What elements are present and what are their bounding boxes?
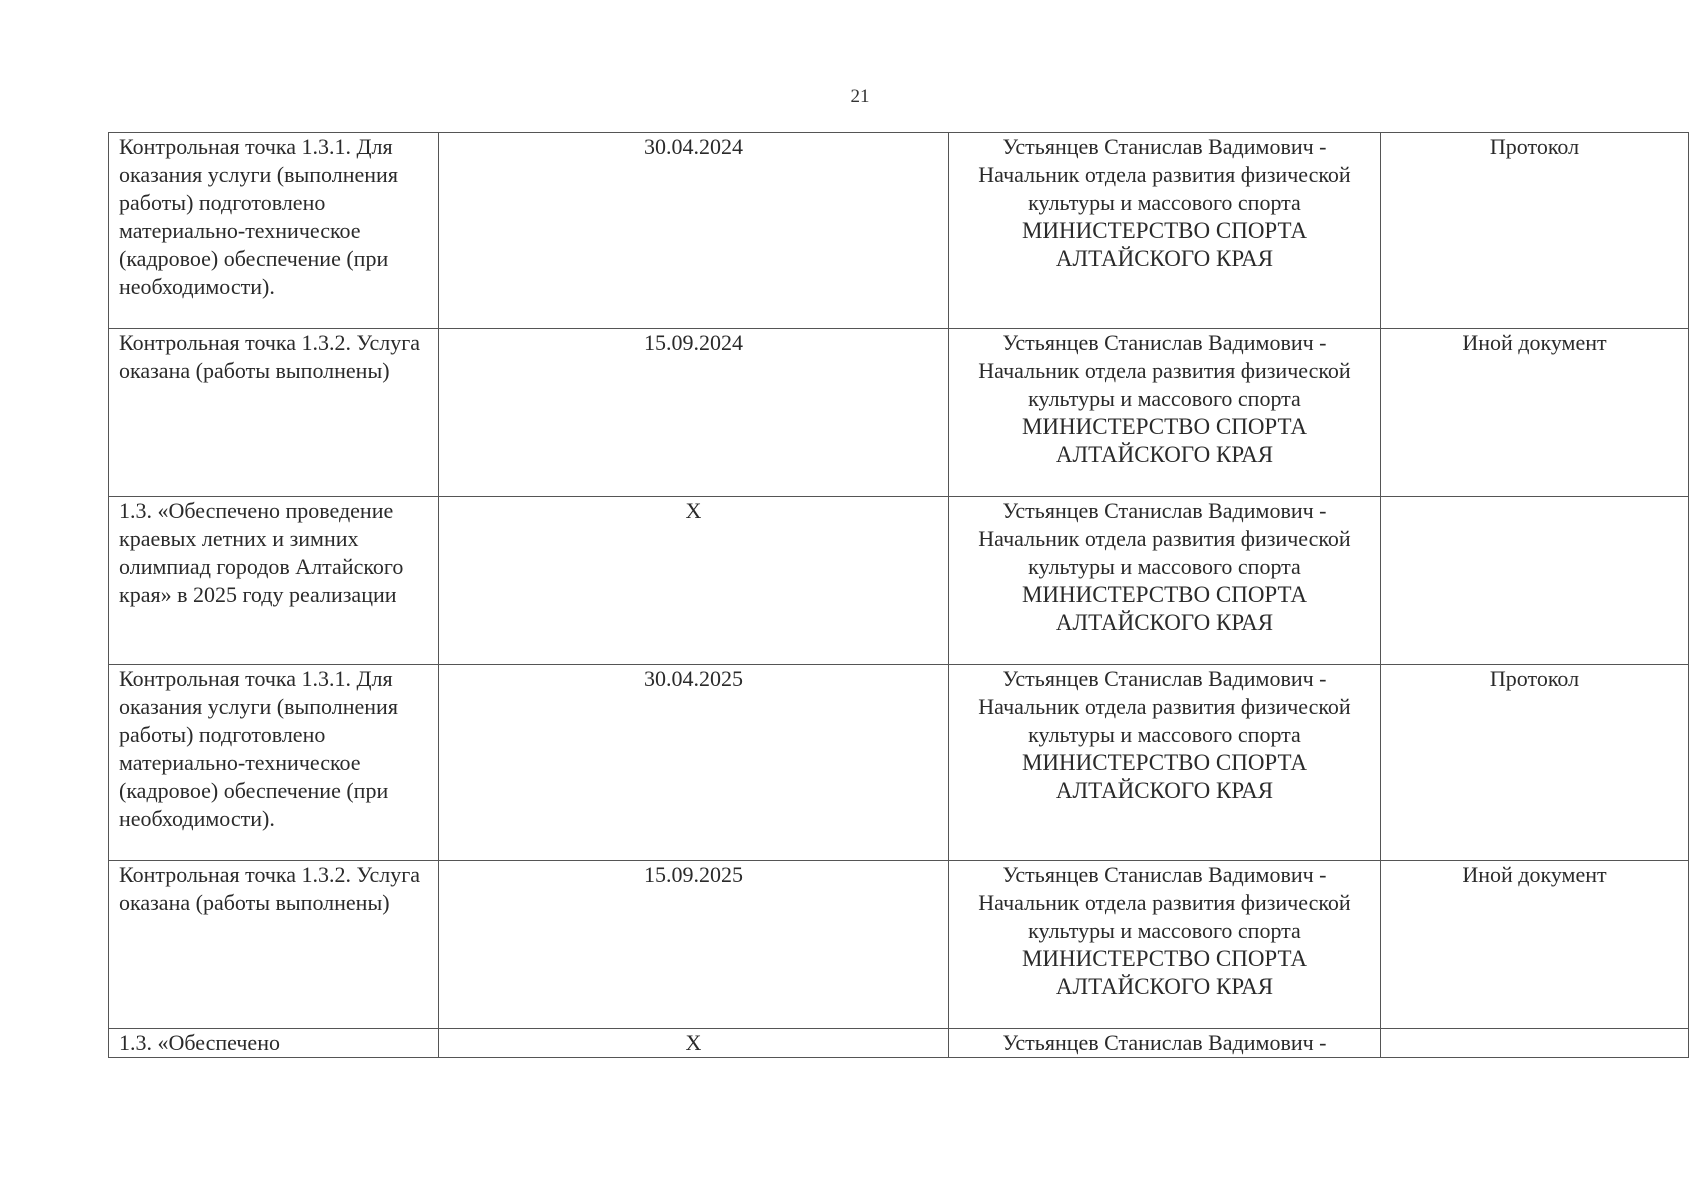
responsible-organization: МИНИСТЕРСТВО СПОРТА АЛТАЙСКОГО КРАЯ	[1021, 582, 1308, 635]
responsible-position: Начальник отдела развития физической культуры и массового спорта	[978, 694, 1351, 747]
table-row	[109, 133, 1689, 329]
row-responsible	[949, 133, 1381, 329]
responsible-organization: МИНИСТЕРСТВО СПОРТА АЛТАЙСКОГО КРАЯ	[1021, 946, 1308, 999]
row-name: Контрольная точка 1.3.1. Для оказания услуги (выполнения работы) подготовлено материально-техническое (кадровое) обеспечение (при необходимости).	[109, 133, 439, 329]
responsible-organization: МИНИСТЕРСТВО СПОРТА АЛТАЙСКОГО КРАЯ	[1021, 750, 1308, 803]
responsible-person: Устьянцев Станислав Вадимович -	[1002, 862, 1327, 887]
responsible-position: Начальник отдела развития физической культуры и массового спорта	[978, 358, 1351, 411]
responsible-position: Начальник отдела развития физической культуры и массового спорта	[978, 526, 1351, 579]
row-responsible	[949, 665, 1381, 861]
responsible-person: Устьянцев Станислав Вадимович -	[1002, 498, 1327, 523]
row-date: 30.04.2025	[439, 665, 949, 861]
row-name: Контрольная точка 1.3.2. Услуга оказана (работы выполнены)	[109, 861, 439, 1029]
row-responsible	[949, 861, 1381, 1029]
row-responsible	[949, 329, 1381, 497]
row-document	[1381, 497, 1689, 665]
row-date: X	[439, 1029, 949, 1058]
table-row	[109, 329, 1689, 497]
row-document: Иной документ	[1381, 861, 1689, 1029]
responsible-person: Устьянцев Станислав Вадимович -	[1002, 1030, 1327, 1055]
row-document	[1381, 1029, 1689, 1058]
row-document: Протокол	[1381, 665, 1689, 861]
row-document: Иной документ	[1381, 329, 1689, 497]
row-date: 15.09.2024	[439, 329, 949, 497]
table-row	[109, 861, 1689, 1029]
table-row	[109, 497, 1689, 665]
responsible-position: Начальник отдела развития физической культуры и массового спорта	[978, 890, 1351, 943]
responsible-person: Устьянцев Станислав Вадимович -	[1002, 330, 1327, 355]
table-row	[109, 1029, 1689, 1058]
row-date: 15.09.2025	[439, 861, 949, 1029]
page-number: 21	[850, 86, 870, 107]
row-responsible	[949, 497, 1381, 665]
row-name: Контрольная точка 1.3.2. Услуга оказана (работы выполнены)	[109, 329, 439, 497]
responsible-person: Устьянцев Станислав Вадимович -	[1002, 666, 1327, 691]
row-responsible	[949, 1029, 1381, 1058]
row-name: 1.3. «Обеспечено	[109, 1029, 439, 1058]
row-document: Протокол	[1381, 133, 1689, 329]
row-name: Контрольная точка 1.3.1. Для оказания услуги (выполнения работы) подготовлено материально-техническое (кадровое) обеспечение (при необходимости).	[109, 665, 439, 861]
responsible-organization: МИНИСТЕРСТВО СПОРТА АЛТАЙСКОГО КРАЯ	[1021, 414, 1308, 467]
row-name: 1.3. «Обеспечено проведение краевых летних и зимних олимпиад городов Алтайского края» в 2025 году реализации	[109, 497, 439, 665]
row-date: X	[439, 497, 949, 665]
table-row	[109, 665, 1689, 861]
responsible-organization: МИНИСТЕРСТВО СПОРТА АЛТАЙСКОГО КРАЯ	[1021, 218, 1308, 271]
control-points-table	[108, 132, 1689, 1058]
row-date: 30.04.2024	[439, 133, 949, 329]
responsible-person: Устьянцев Станислав Вадимович -	[1002, 134, 1327, 159]
responsible-position: Начальник отдела развития физической культуры и массового спорта	[978, 162, 1351, 215]
